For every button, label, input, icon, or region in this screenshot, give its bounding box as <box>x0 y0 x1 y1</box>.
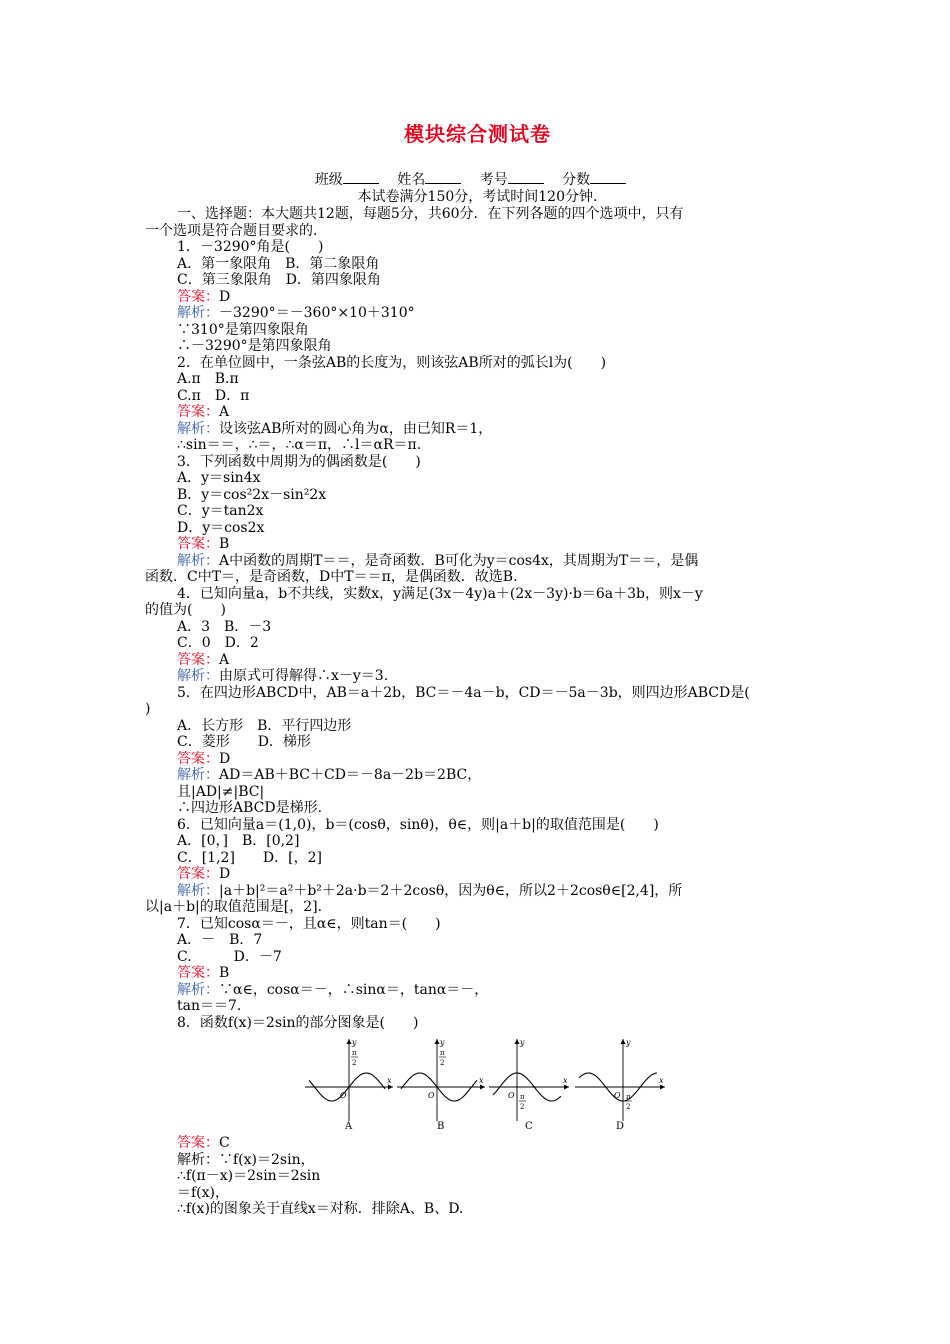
q4-answer: 答案：A <box>177 651 230 668</box>
pi-label: π <box>626 1093 631 1101</box>
origin-label: O <box>340 1091 347 1100</box>
q8-stem: 8．函数f(x)＝2sin的部分图象是( ) <box>177 1014 419 1031</box>
q4-options-2: C．0 D．2 <box>177 635 259 651</box>
q3-analysis-2: 函数．C中T＝，是奇函数，D中T＝＝π，是偶函数．故选B. <box>145 569 518 585</box>
q5-stem: 5．在四边形ABCD中，AB＝a＋2b，BC＝－4a－b，CD＝－5a－3b，则四边形ABCD是( <box>177 684 750 701</box>
origin-label: O <box>508 1091 515 1100</box>
y-axis-arrow <box>347 1039 352 1044</box>
analysis-label: 解析： <box>177 305 219 321</box>
q7-analysis: 解析：∵α∈，cosα＝－，∴sinα＝，tanα＝－， <box>177 981 489 998</box>
y-axis-arrow <box>435 1039 440 1044</box>
denominator-label: 2 <box>626 1103 631 1111</box>
y-axis-label: y <box>352 1038 357 1047</box>
q6-analysis-2: 以|a＋b|的取值范围是[，2]. <box>145 899 323 915</box>
q5-analysis: 解析：AD＝AB＋BC＋CD＝－8a－2b＝2BC， <box>177 767 482 783</box>
q4-analysis: 解析：由原式可得解得∴x－y＝3. <box>177 668 389 684</box>
q1-analysis-3: ∴－3290°是第四象限角 <box>177 338 332 354</box>
figure-option-label: C <box>525 1121 533 1131</box>
figure-option-label: B <box>437 1121 445 1131</box>
denominator-label: 2 <box>440 1059 445 1067</box>
q7-stem: 7．已知cosα＝－，且α∈，则tan＝( ) <box>177 915 441 932</box>
q7-answer: 答案：B <box>177 965 230 981</box>
q7-options-2: C. D．－7 <box>177 948 282 965</box>
class-blank <box>343 171 379 184</box>
y-axis-arrow <box>621 1039 626 1044</box>
q3-option-a: A．y＝sin4x <box>177 470 261 486</box>
figure-option-label: D <box>616 1121 625 1131</box>
score-blank <box>590 171 626 184</box>
q5-stem-cont: ) <box>145 701 151 717</box>
exam-intro: 本试卷满分150分，考试时间120分钟. <box>357 189 598 205</box>
name-label: 姓名 <box>397 172 426 188</box>
q6-options-1: A．[0，] B．[0,2] <box>177 833 300 849</box>
q3-answer: 答案：B <box>177 536 230 552</box>
id-blank <box>508 171 544 184</box>
q8-analysis-2: ∴f(π－x)＝2sin＝2sin <box>177 1168 321 1184</box>
q3-option-d: D．y＝cos2x <box>177 519 265 536</box>
q2-options-2: C.π D．π <box>177 387 250 404</box>
y-axis-arrow <box>515 1039 520 1044</box>
q3-option-c: C．y＝tan2x <box>177 503 264 519</box>
q1-options-1: A．第一象限角 B．第二象限角 <box>177 255 380 272</box>
q5-analysis-2: 且|AD|≠|BC| <box>177 783 265 800</box>
q2-options-1: A.π B.π <box>177 371 239 387</box>
x-axis-label: x <box>659 1076 664 1085</box>
q5-options-1: A．长方形 B．平行四边形 <box>177 717 352 734</box>
q8-analysis-4: ∴f(x)的图象关于直线x＝对称．排除A、B、D. <box>177 1201 464 1217</box>
sine-graph-options <box>305 1035 675 1131</box>
q5-analysis-3: ∴四边形ABCD是梯形. <box>177 800 323 816</box>
q6-stem: 6．已知向量a＝(1,0)，b＝(cosθ，sinθ)，θ∈，则|a＋b|的取值范围是( ) <box>177 816 659 833</box>
y-axis-label: y <box>520 1038 525 1047</box>
q6-answer: 答案：D <box>177 866 231 882</box>
section-heading: 一、选择题：本大题共12题，每题5分，共60分．在下列各题的四个选项中，只有 <box>177 206 684 222</box>
answer-label: 答案： <box>177 288 219 305</box>
score-label: 分数 <box>562 172 591 188</box>
q2-analysis-2: ∴sin＝＝，∴＝，∴α＝π，∴l＝αR＝π. <box>177 437 422 453</box>
q2-answer: 答案：A <box>177 404 230 420</box>
q2-stem: 2．在单位圆中，一条弦AB的长度为，则该弦AB所对的弧长l为( ) <box>177 354 607 371</box>
q1-stem: 1．－3290°角是( ) <box>177 239 324 255</box>
name-blank <box>425 171 461 184</box>
figure-option-label: A <box>345 1121 353 1131</box>
x-axis-label: x <box>479 1076 484 1085</box>
id-label: 考号 <box>479 172 508 188</box>
x-axis-label: x <box>387 1076 392 1085</box>
q6-analysis: 解析：|a＋b|²＝a²＋b²＋2a·b＝2＋2cosθ，因为θ∈，所以2＋2cosθ∈[2,4]，所 <box>177 882 683 899</box>
x-axis-arrow <box>388 1085 393 1090</box>
q3-stem: 3．下列函数中周期为的偶函数是( ) <box>177 453 421 470</box>
q1-analysis-2: ∵310°是第四象限角 <box>177 321 309 338</box>
q6-options-2: C．[1,2] D．[，2] <box>177 849 322 866</box>
page-title: 模块综合测试卷 <box>404 122 551 146</box>
q8-analysis: 解析：∵f(x)＝2sin， <box>177 1151 315 1168</box>
q5-options-2: C．菱形 D．梯形 <box>177 734 311 750</box>
q1-options-2: C．第三象限角 D．第四象限角 <box>177 272 381 288</box>
class-label: 班级 <box>314 172 343 188</box>
q1-answer: 答案：D <box>177 288 231 305</box>
student-info-line <box>145 171 810 189</box>
q4-options-1: A．3 B．－3 <box>177 618 272 635</box>
x-axis-arrow <box>660 1085 665 1090</box>
x-axis-label: x <box>563 1076 568 1085</box>
y-axis-label: y <box>440 1038 445 1047</box>
q1-analysis: 解析：－3290°＝－360°×10＋310° <box>177 305 415 321</box>
q3-analysis: 解析：A中函数的周期T＝＝，是奇函数．B可化为y＝cos4x，其周期为T＝＝，是偶 <box>177 552 699 569</box>
x-axis-arrow <box>480 1085 485 1090</box>
origin-label: O <box>614 1091 621 1100</box>
q7-options-1: A．－ B．7 <box>177 932 263 948</box>
q4-stem: 4．已知向量a，b不共线，实数x，y满足(3x－4y)a＋(2x－3y)·b＝6a＋3b，则x－y <box>177 585 703 602</box>
denominator-label: 2 <box>352 1059 357 1067</box>
denominator-label: 2 <box>520 1103 525 1111</box>
origin-label: O <box>428 1091 435 1100</box>
q2-analysis: 解析：设该弦AB所对的圆心角为α，由已知R＝1， <box>177 420 493 437</box>
pi-label: π <box>352 1049 357 1057</box>
q8-analysis-3: ＝f(x)， <box>177 1184 230 1201</box>
q8-figures <box>145 1035 810 1131</box>
q3-option-b: B．y＝cos²2x－sin²2x <box>177 486 327 503</box>
y-axis-label: y <box>626 1038 631 1047</box>
x-axis-arrow <box>564 1085 569 1090</box>
section-heading-cont: 一个选项是符合题目要求的. <box>145 222 318 239</box>
q4-stem-cont: 的值为( ) <box>145 602 226 618</box>
exam-page <box>145 118 810 1218</box>
q7-analysis-2: tan＝＝7. <box>177 998 242 1014</box>
pi-label: π <box>440 1049 445 1057</box>
q8-answer: 答案：C <box>177 1135 230 1151</box>
q5-answer: 答案：D <box>177 750 231 767</box>
pi-label: π <box>520 1093 525 1101</box>
